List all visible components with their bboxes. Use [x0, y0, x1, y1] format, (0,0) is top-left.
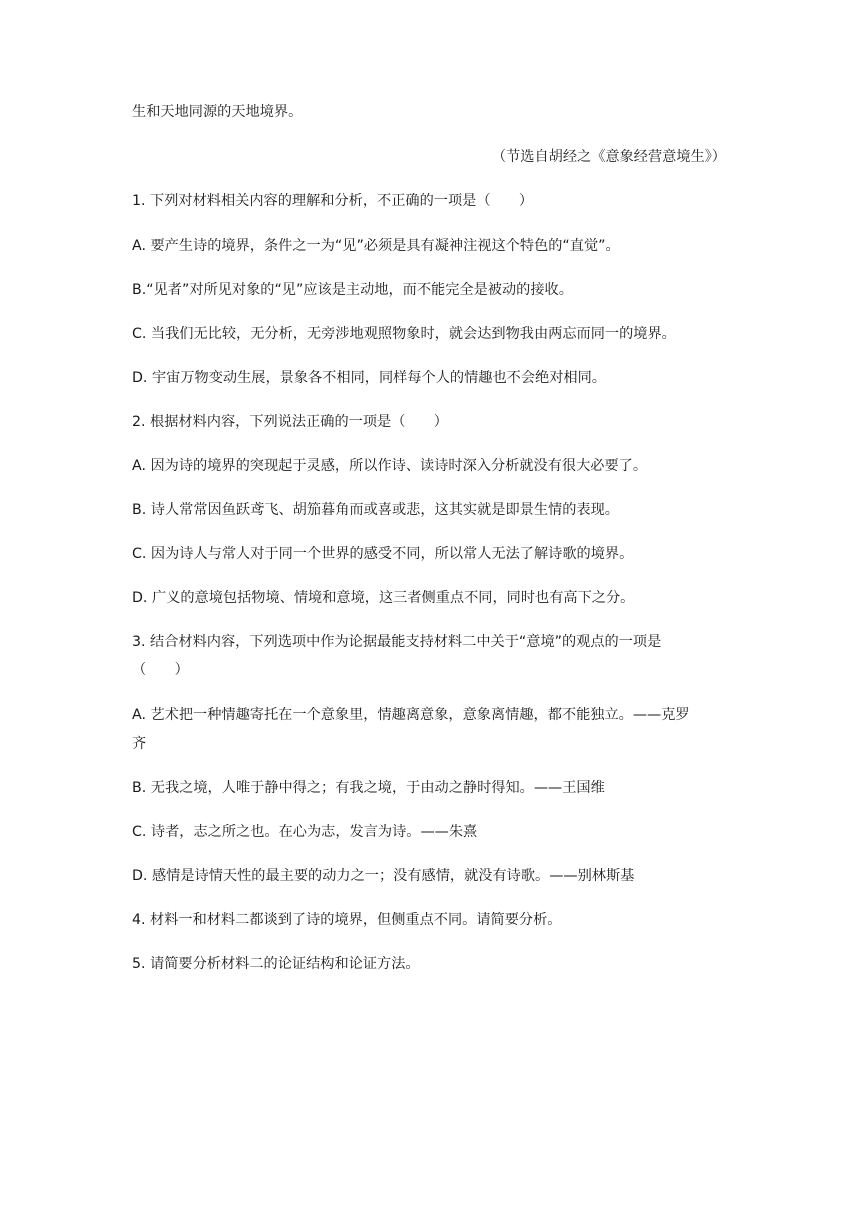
question-3-option-a: A. 艺术把一种情趣寄托在一个意象里，情趣离意象，意象离情趣，都不能独立。——克罗: [132, 707, 690, 723]
question-1-option-a: A. 要产生诗的境界，条件之一为“见”必须是具有凝神注视这个特色的“直觉”。: [132, 238, 620, 254]
question-1-stem: 1. 下列对材料相关内容的理解和分析，不正确的一项是（ ）: [132, 193, 534, 209]
question-1-option-b: B.“见者”对所见对象的“见”应该是主动地，而不能完全是被动的接收。: [132, 282, 573, 298]
question-2-stem: 2. 根据材料内容，下列说法正确的一项是（ ）: [132, 414, 448, 430]
passage-source: （节选自胡经之《意象经营意境生》）: [491, 149, 726, 165]
question-2-option-a: A. 因为诗的境界的突现起于灵感，所以作诗、读诗时深入分析就没有很大必要了。: [132, 458, 648, 474]
question-3-option-d: D. 感情是诗情天性的最主要的动力之一；没有感情，就没有诗歌。——别林斯基: [132, 868, 635, 884]
question-1-option-c: C. 当我们无比较，无分析，无旁涉地观照物象时，就会达到物我由两忘而同一的境界。: [132, 326, 676, 342]
question-3-option-b: B. 无我之境，人唯于静中得之；有我之境，于由动之静时得知。——王国维: [132, 780, 605, 796]
question-2-option-c: C. 因为诗人与常人对于同一个世界的感受不同，所以常人无法了解诗歌的境界。: [132, 546, 634, 562]
question-3-option-c: C. 诗者，志之所之也。在心为志，发言为诗。——朱熹: [132, 824, 478, 840]
question-3-stem: 3. 结合材料内容，下列选项中作为论据最能支持材料二中关于“意境”的观点的一项是: [132, 634, 662, 650]
question-2-option-b: B. 诗人常常因鱼跃鸢飞、胡笳暮角而或喜或悲，这其实就是即景生情的表现。: [132, 502, 619, 518]
question-2-option-d: D. 广义的意境包括物境、情境和意境，这三者侧重点不同，同时也有高下之分。: [132, 590, 635, 606]
question-1-option-d: D. 宇宙万物变动生展，景象各不相同，同样每个人的情趣也不会绝对相同。: [132, 370, 606, 386]
passage-ending: 生和天地同源的天地境界。: [132, 104, 303, 120]
question-3-stem-continued: （ ）: [132, 662, 189, 678]
question-4-stem: 4. 材料一和材料二都谈到了诗的境界，但侧重点不同。请简要分析。: [132, 912, 562, 928]
question-5-stem: 5. 请简要分析材料二的论证结构和论证方法。: [132, 956, 420, 972]
question-3-option-a-continued: 齐: [132, 736, 147, 752]
